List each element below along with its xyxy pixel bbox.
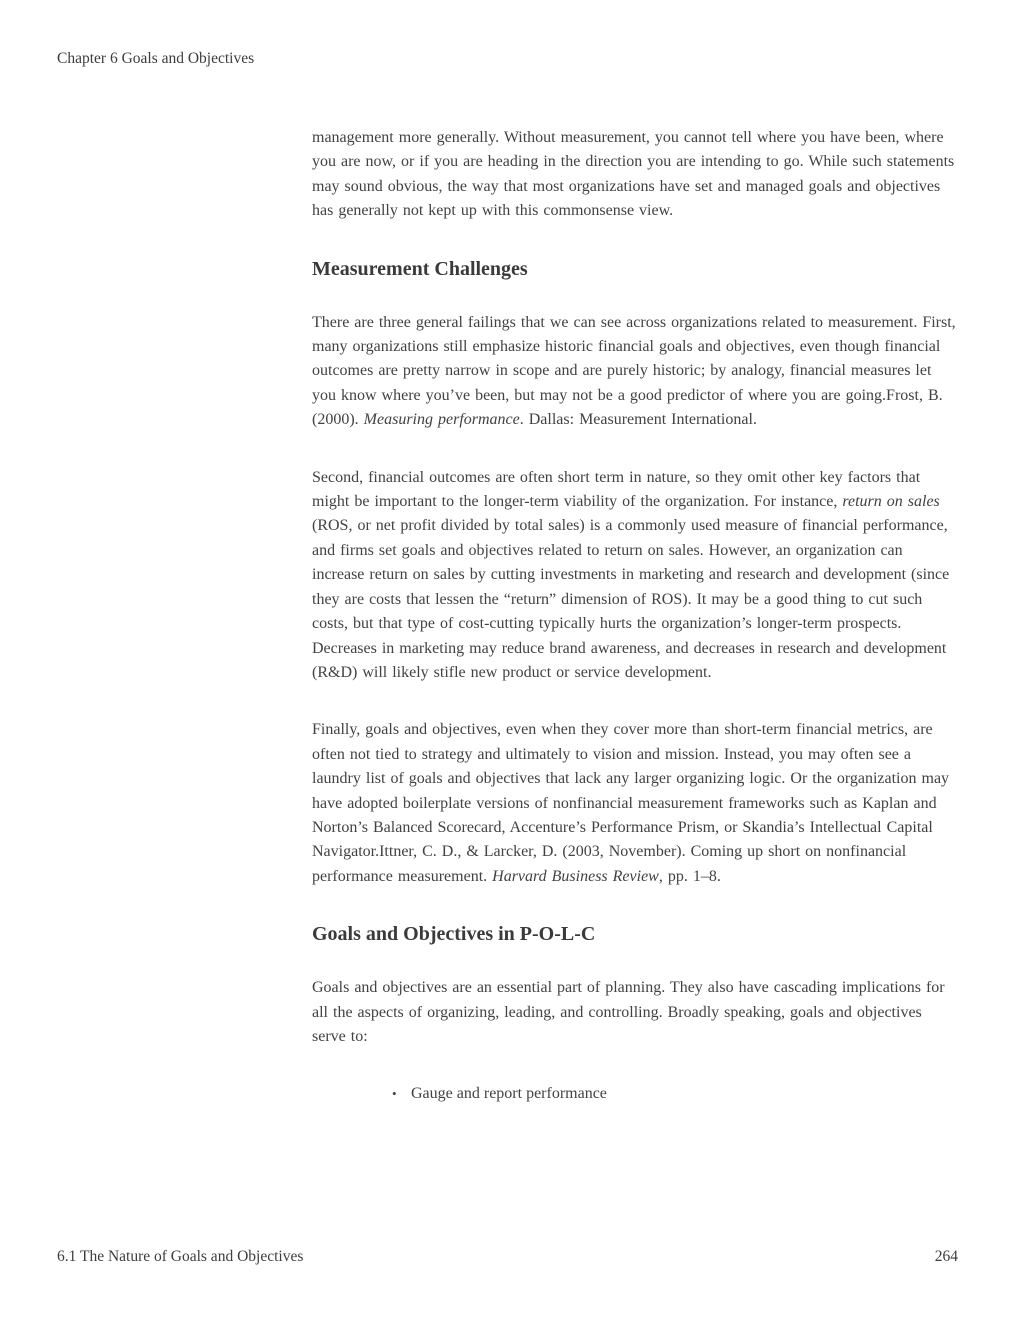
page-footer (57, 1248, 958, 1266)
list-item (312, 1082, 960, 1106)
paragraph-text: management more generally. Without measurement, you cannot tell where you have been, where you are now, or if you are heading in the direction you are intending to go. While such statements may sound obvious, the way that most organizations have set and managed goals and objectives has generally not kept up with this commonsense view. (312, 129, 955, 220)
paragraph-text: . Dallas: Measurement International. (519, 411, 757, 429)
section-heading-goals-objectives-polc: Goals and Objectives in P-O-L-C (312, 923, 596, 946)
citation-title-italic: Measuring performance (363, 411, 520, 429)
opening-paragraph (312, 126, 960, 224)
paragraph-text: , pp. 1–8. (658, 867, 721, 885)
paragraph-text: Second, financial outcomes are often short term in nature, so they omit other key factors that might be important to the longer-term viability of the organization. For instance, (312, 468, 921, 511)
section-heading-measurement-challenges: Measurement Challenges (312, 257, 528, 280)
paragraph-measurement-1 (312, 311, 960, 433)
paragraph-measurement-2 (312, 466, 960, 686)
bullet-text: Gauge and report performance (411, 1085, 607, 1103)
paragraph-polc-1 (312, 976, 960, 1049)
term-italic: return on sales (842, 493, 940, 511)
footer-section-title: 6.1 The Nature of Goals and Objectives (57, 1248, 304, 1265)
chapter-title: Chapter 6 Goals and Objectives (57, 50, 255, 67)
content-column (312, 126, 960, 1107)
paragraph-measurement-3 (312, 718, 960, 889)
paragraph-text: (ROS, or net profit divided by total sales) is a commonly used measure of financial performance, and firms set goals and objectives related to return on sales. However, an organization can increase return on sales by cutting investments in marketing and research and development (since they are costs that lessen the “return” dimension of ROS). It may be a good thing to cut such costs, but that type of cost-cutting typically hurts the organization’s longer-term prospects. Decreases in marketing may reduce brand awareness, and decreases in research and development (R&D) will likely stifle new product or service development. (312, 517, 950, 681)
paragraph-text: Goals and objectives are an essential part of planning. They also have cascading implications for all the aspects of organizing, leading, and controlling. Broadly speaking, goals and objectives serve to: (312, 979, 945, 1045)
paragraph-text: Finally, goals and objectives, even when they cover more than short-term financial metrics, are often not tied to strategy and ultimately to vision and mission. Instead, you may often see a laundry list of goals and objectives that lack any larger organizing logic. Or the organization may have adopted boilerplate versions of nonfinancial measurement frameworks such as Kaplan and Norton’s Balanced Scorecard, Accenture’s Performance Prism, or Skandia’s Intellectual Capital Navigator.Ittner, C. D., & Larcker, D. (2003, November). Coming up short on nonfinancial performance measurement. (312, 721, 950, 885)
paragraph-text: There are three general failings that we can see across organizations related to measurement. First, many organizations still emphasize historic financial goals and objectives, even though financial outcomes are pretty narrow in scope and are purely historic; by analogy, financial measures let you know where you’ve been, but may not be a good predictor of where you are going.Frost, B. (2000). (312, 313, 956, 429)
bullet-list (312, 1082, 960, 1106)
bullet-marker: • (392, 1086, 397, 1102)
footer-page-number: 264 (934, 1248, 958, 1265)
journal-title-italic: Harvard Business Review (492, 867, 659, 885)
